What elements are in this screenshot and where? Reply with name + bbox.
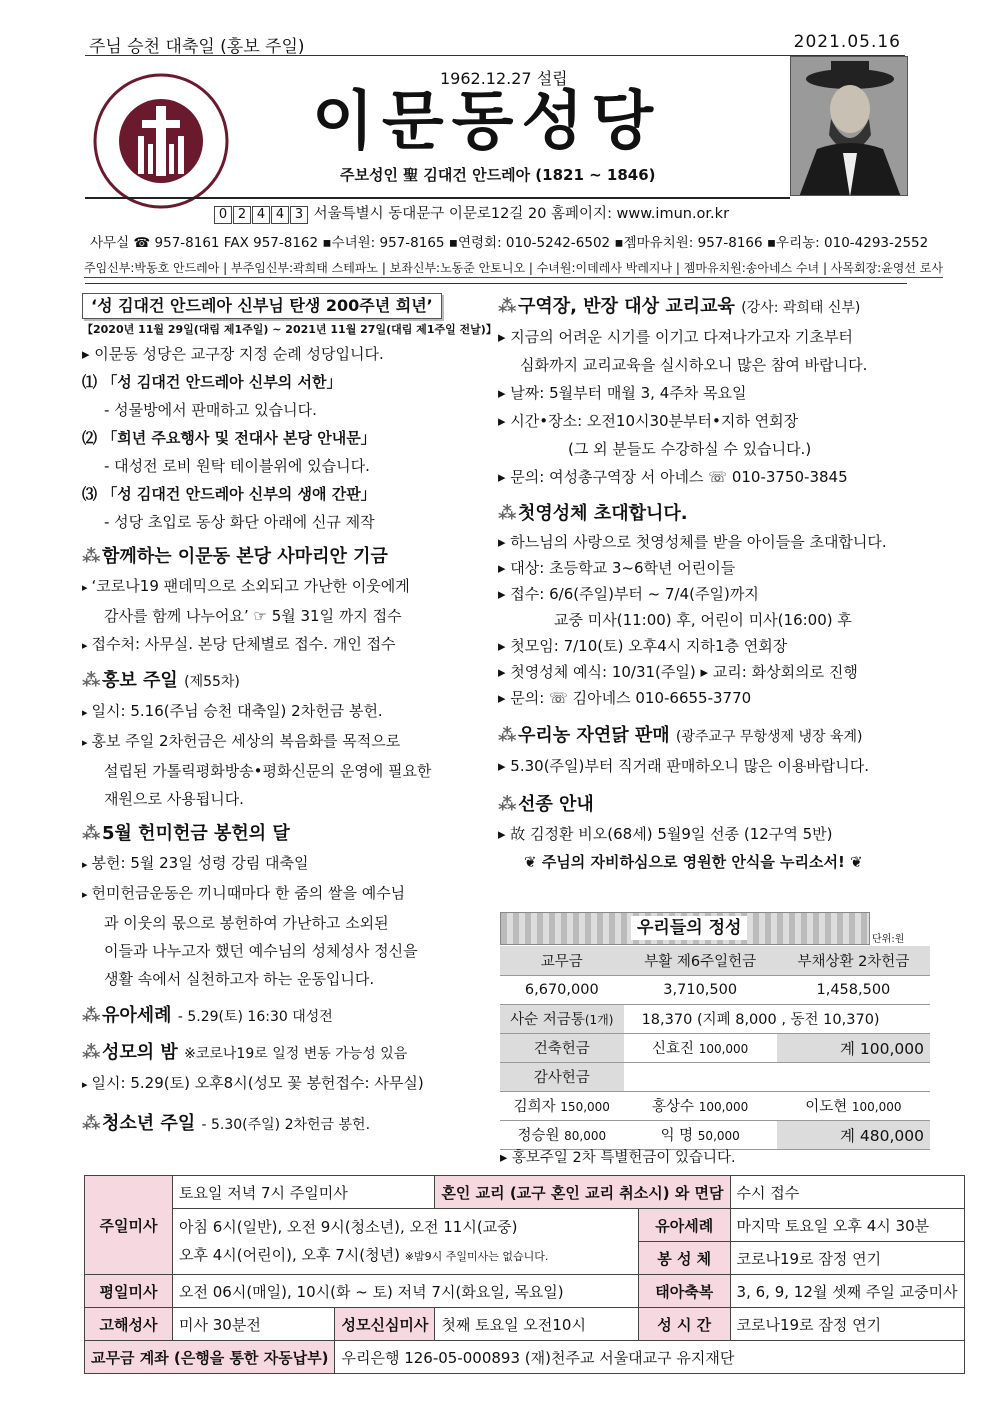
jubilee-line: - 성당 초입로 동상 화단 아래에 신규 제작: [104, 513, 375, 531]
chicken-sale-line: ▸ 5.30(주일)부터 직거래 판매하오니 많은 이용바랍니다.: [498, 757, 870, 775]
promo-line: 재원으로 사용됩니다.: [104, 790, 244, 808]
jubilee-item: ⑴ 「성 김대건 안드레아 신부의 서한」: [82, 373, 342, 391]
jubilee-banner: ‘성 김대건 안드레아 신부님 탄생 200주년 희년’: [82, 293, 442, 319]
special-offering-note: ▸ 홍보주일 2차 특별헌금이 있습니다.: [500, 1150, 736, 1166]
postal-digit: 4: [271, 206, 289, 224]
thanks-donor: 홍상수 100,000: [624, 1091, 777, 1120]
table-header: 부활 제6주일헌금: [624, 946, 777, 975]
first-communion-line: ▸ 접수: 6/6(주일)부터 ~ 7/4(주일)까지: [498, 585, 759, 603]
catechism-line: ▸ 문의: 여성총구역장 서 아네스 ☏ 010-3750-3845: [498, 468, 848, 486]
catechism-heading: ⁂구역장, 반장 대상 교리교육 (강사: 곽희태 신부): [498, 292, 913, 323]
infant-baptism-value: 마지막 토요일 오후 4시 30분: [730, 1209, 964, 1242]
savings-value: 18,370 (지폐 8,000 , 동전 10,370): [624, 1004, 930, 1033]
weekday-mass-label: 평일미사: [85, 1275, 173, 1308]
building-total: 계 100,000: [777, 1033, 930, 1062]
account-label: 교무금 계좌 (은행을 통한 자동납부): [85, 1341, 335, 1374]
jubilee-item: ⑵ 「희년 주요행사 및 전대사 본당 안내문」: [82, 429, 376, 447]
catechism-line: (그 외 분들도 수강하실 수 있습니다.): [568, 440, 812, 458]
infant-baptism-label: 유아세례: [638, 1209, 730, 1242]
holy-hour-label: 성 시 간: [638, 1308, 730, 1341]
first-communion-line: ▸ 첫영성체 예식: 10/31(주일) ▸ 교리: 화상회의로 진행: [498, 663, 858, 681]
table-cell: 3,710,500: [624, 975, 777, 1004]
sunday-mass-times: 아침 6시(일반), 오전 9시(청소년), 오전 11시(교중) 오후 4시(어린이), 오후 7시(청년) ※밤9시 주일미사는 없습니다.: [173, 1209, 639, 1275]
first-communion-line: 교중 미사(11:00) 후, 어린이 미사(16:00) 후: [554, 611, 852, 629]
jubilee-line: - 대성전 로비 원탁 테이블위에 있습니다.: [104, 457, 370, 475]
asterisk-icon: ⁂: [82, 823, 101, 844]
asterisk-icon: ⁂: [82, 546, 101, 567]
sunday-mass-label: 주일미사: [85, 1176, 173, 1275]
promo-heading: ⁂홍보 주일 (제55차): [82, 666, 492, 697]
first-communion-line: ▸ 문의: ☏ 김아네스 010-6655-3770: [498, 689, 752, 707]
asterisk-icon: ⁂: [82, 1005, 101, 1026]
thanks-donor: 익 명 50,000: [624, 1120, 777, 1149]
established-date: 1962.12.27 설립: [440, 69, 568, 88]
rice-line: ▸ 헌미헌금운동은 끼니때마다 한 줌의 쌀을 예수님: [82, 879, 492, 909]
asterisk-icon: ⁂: [498, 794, 517, 815]
sunday-mass-saturday: 토요일 저녁 7시 주일미사: [173, 1176, 435, 1209]
feast-title: 주님 승천 대축일 (홍보 주일): [89, 37, 305, 57]
communion-label: 봉 성 체: [638, 1242, 730, 1275]
samaritan-line: ▸ ‘코로나19 팬데믹으로 소외되고 가난한 이웃에게: [82, 572, 492, 602]
prayer-line: ❦ 주님의 자비하심으로 영원한 안식을 누리소서! ❦: [524, 853, 863, 871]
address-line: [214, 202, 729, 224]
promo-line: ▸ 홍보 주일 2차헌금은 세상의 복음화를 목적으로: [82, 727, 492, 757]
account-value: 우리은행 126-05-000893 (재)천주교 서울대교구 유지재단: [335, 1341, 964, 1374]
postal-digit: 2: [233, 206, 251, 224]
postal-digit: 0: [214, 206, 232, 224]
thanks-label: 감사헌금: [500, 1062, 624, 1091]
mary-line: ▸ 일시: 5.29(토) 오후8시(성모 꽃 봉헌접수: 사무실): [82, 1069, 492, 1099]
saint-portrait: [790, 56, 908, 196]
catechism-line: ▸ 지금의 어려운 시기를 이기고 다져나가고자 기초부터: [498, 328, 853, 346]
marriage-label: 혼인 교리 (교구 혼인 교리 취소시) 와 면담: [435, 1176, 730, 1209]
parish-logo: [92, 72, 230, 210]
left-column: [82, 292, 497, 1140]
right-column: [498, 292, 913, 876]
catechism-line: ▸ 날짜: 5월부터 매월 3, 4주차 목요일: [498, 384, 747, 402]
postal-digit: 3: [290, 206, 308, 224]
marian-mass-label: 성모신심미사: [335, 1308, 435, 1341]
table-header: 교무금: [500, 946, 624, 975]
lily-icon: ❦: [524, 853, 537, 871]
header-bar: [85, 32, 905, 56]
asterisk-icon: ⁂: [498, 725, 517, 746]
table-cell: 6,670,000: [500, 975, 624, 1004]
thanks-donor: 김희자 150,000: [500, 1091, 624, 1120]
communion-value: 코로나19로 잠정 연기: [730, 1242, 964, 1275]
chicken-sale-heading: ⁂우리농 자연닭 판매 (광주교구 무항생제 냉장 육계): [498, 721, 913, 752]
thanks-donor: 이도현 100,000: [777, 1091, 930, 1120]
asterisk-icon: ⁂: [498, 296, 517, 317]
phone-numbers: 사무실 ☎ 957-8161 FAX 957-8162 ▪수녀원: 957-8165 ▪연령회: 010-5242-6502 ▪젬마유치원: 957-8166 ▪우리농: 010-4293-2552: [90, 235, 929, 251]
first-communion-line: ▸ 하느님의 사랑으로 첫영성체를 받을 아이들을 초대합니다.: [498, 533, 887, 551]
holy-hour-value: 코로나19로 잠정 연기: [730, 1308, 964, 1341]
lily-icon: ❦: [850, 853, 863, 871]
first-communion-heading: ⁂첫영성체 초대합니다.: [498, 499, 913, 529]
thanks-donor: 정승원 80,000: [500, 1120, 624, 1149]
fetal-blessing-value: 3, 6, 9, 12월 셋째 주일 교중미사: [730, 1275, 964, 1308]
jubilee-item: ⑶ 「성 김대건 안드레아 신부의 생애 간판」: [82, 485, 376, 503]
jubilee-line: - 성물방에서 판매하고 있습니다.: [104, 401, 317, 419]
baptism-heading: ⁂유아세례 - 5.29(토) 16:30 대성전: [82, 1001, 492, 1032]
offering-banner: [500, 912, 870, 945]
mass-schedule-table: [84, 1175, 965, 1374]
first-communion-line: ▸ 대상: 초등학교 3~6학년 어린이들: [498, 559, 736, 577]
asterisk-icon: ⁂: [82, 1042, 101, 1063]
building-donor: 신효진 100,000: [624, 1033, 777, 1062]
asterisk-icon: ⁂: [82, 670, 101, 691]
offering-title: 우리들의 정성: [631, 916, 747, 940]
youth-heading: ⁂청소년 주일 - 5.30(주일) 2차헌금 봉헌.: [82, 1109, 492, 1140]
samaritan-heading: ⁂함께하는 이문동 본당 사마리안 기금: [82, 542, 492, 572]
rice-heading: ⁂5월 헌미헌금 봉헌의 달: [82, 819, 492, 849]
asterisk-icon: ⁂: [82, 1113, 101, 1134]
table-header: 부채상환 2차헌금: [777, 946, 930, 975]
confession-label: 고해성사: [85, 1308, 173, 1341]
table-cell: 1,458,500: [777, 975, 930, 1004]
promo-line: 설립된 가톨릭평화방송•평화신문의 운영에 필요한: [104, 762, 432, 780]
savings-label: 사순 저금통(1개): [500, 1004, 624, 1033]
address-text: 서울특별시 동대문구 이문로12길 20 홈페이지: www.imun.or.kr: [313, 206, 730, 222]
content-divider: [85, 283, 907, 284]
postal-digit: 4: [252, 206, 270, 224]
rice-line: ▸ 봉헌: 5월 23일 성령 강림 대축일: [82, 849, 492, 879]
rice-line: 이들과 나누고자 했던 예수님의 성체성사 정신을: [104, 942, 418, 960]
offering-table: [500, 946, 930, 1150]
catechism-line: 심화까지 교리교육을 실시하오니 많은 참여 바랍니다.: [520, 356, 868, 374]
asterisk-icon: ⁂: [498, 503, 517, 524]
marriage-value: 수시 접수: [730, 1176, 964, 1209]
staff-list: 주임신부:박동호 안드레아 | 부주임신부:곽희태 스테파노 | 보좌신부:노동준 안토니오 | 수녀원:이데레사 박레지나 | 젬마유치원:송아네스 수녀 | 사목회장:윤영선 로사: [84, 259, 943, 278]
unit-label: 단위:원: [872, 934, 905, 945]
first-communion-line: ▸ 첫모임: 7/10(토) 오후4시 지하1층 연회장: [498, 637, 788, 655]
bulletin-date: 2021.05.16: [793, 32, 901, 52]
confession-value: 미사 30분전: [173, 1308, 335, 1341]
rice-line: 과 이웃의 몫으로 봉헌하여 가난하고 소외된: [104, 914, 389, 932]
obituary-line: ▸ 故 김정환 비오(68세) 5월9일 선종 (12구역 5반): [498, 825, 833, 843]
marian-mass-value: 첫째 토요일 오전10시: [435, 1308, 638, 1341]
thanks-total: 계 480,000: [777, 1120, 930, 1149]
jubilee-period: 【2020년 11월 29일(대림 제1주일) ~ 2021년 11월 27일(대림 제1주일 전날)】: [82, 323, 497, 336]
mary-heading: ⁂성모의 밤 ※코로나19로 일정 변동 가능성 있음: [82, 1038, 492, 1069]
rice-line: 생활 속에서 실천하고자 하는 운동입니다.: [104, 970, 375, 988]
weekday-mass-value: 오전 06시(매일), 10시(화 ~ 토) 저녁 7시(화요일, 목요일): [173, 1275, 639, 1308]
jubilee-line: ▸ 이문동 성당은 교구장 지정 순례 성당입니다.: [82, 345, 384, 363]
catechism-line: ▸ 시간•장소: 오전10시30분부터•지하 연회장: [498, 412, 799, 430]
promo-line: ▸ 일시: 5.16(주님 승천 대축일) 2차헌금 봉헌.: [82, 697, 492, 727]
header-divider: [85, 197, 790, 199]
samaritan-line: ▸ 접수처: 사무실. 본당 단체별로 접수. 개인 접수: [82, 630, 492, 660]
obituary-heading: ⁂선종 안내: [498, 790, 913, 820]
samaritan-line: 감사를 함께 나누어요’ ☞ 5월 31일 까지 접수: [104, 607, 402, 625]
patron-saint: 주보성인 聖 김대건 안드레아 (1821 ~ 1846): [340, 166, 656, 184]
fetal-blessing-label: 태아축복: [638, 1275, 730, 1308]
building-label: 건축헌금: [500, 1033, 624, 1062]
parish-title: 이문동성당: [312, 85, 662, 159]
